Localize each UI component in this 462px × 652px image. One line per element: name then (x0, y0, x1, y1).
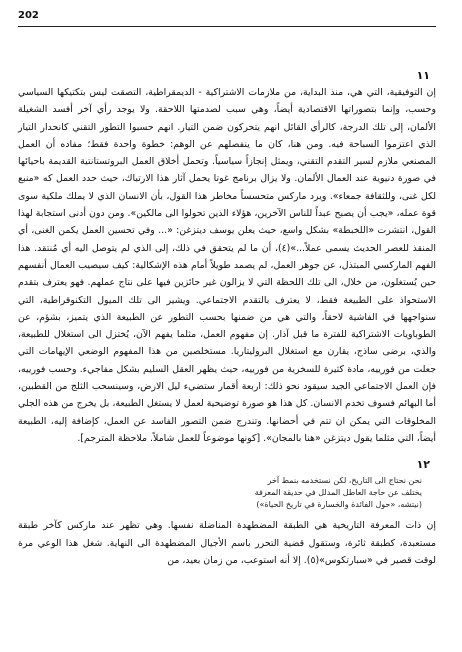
page-content (18, 68, 436, 569)
page-number: 202 (18, 10, 39, 21)
section-11-paragraph: إن التوفيقية، التي هي، منذ البداية، من ملازمات الاشتراكية - الديمقراطية، التصقت ليس بتكتيكها السياسي وحسب، وإنما بتصوراتها الاقتصادية أيضاً، وهي سبب لصدمتها اللاحقة. ولا يوجد رأي آخر أفسد الشغيلة الألمان، إلى تلك الدرجة، كالرأي القائل انهم يتحركون ضمن التيار. انهم حسبوا التطور التقني كانحدار التيار الذي اعتزموا السباحة فيه. ومن هنا، كان ما ينفصلهم عن الوهم: خطوة واحدة فقط؛ مفاده أن العمل المصنعي ملازم لسير التقدم التقني، ويمثل إنجازاً سياسياً. وتحمل أخلاق العمل البروتستانتية القديمة باحيائها في صورة دنيوية عند العمال الألمان. ولا يزال برنامج غوتا يحمل آثار هذا الارتباك، حيث حدد العمل كه «منبع لكل غنى، وللثقافة جمعاء». ويرد ماركس متحسساً مخاطر هذا القول، بأن الانسان الذي لا يملك ملكية سوى قوة عمله، «يجب أن يصبح عبداً للناس الآخرين، هؤلاء الذين تحولوا الى مالكين». ومن دون أدنى استجابة لهذا القول، انتشرت «اللخبطة» بشكل واسع، حيث يعلن يوسف ديتزغن: «... وفي تحسين العمل يكمن الغنى، أي المنقذ للعصر الحديث يسمى عملاً...»(٤)، أن ما لم يتحقق في ذلك، إلى الذي لم يتوصل اليه أي مُنتقد. هذا الفهم الماركسي المبتذل، عن جوهر العمل، لم يصمد طويلاً أمام هذه الإشكالية: كيف سيصيب العمال أنفسهم حين يُستغلون، من خلال، الى تلك اللحظة التي لا يزالون غير حائزين فيها على نتاج عملهم. فهو يعترف بتقدم الاستحواذ على الطبيعة فقط، لا يعترف بالتقدم الاجتماعي. ويشير الى تلك الميول التكنوقراطية، التي سنواجهها في الفاشية لاحقاً، والتي هي من ضمنها بحسب التطور عن الطبيعة الذي يتميز، بشؤم، عن الطوباويات الاشتراكية للفترة ما قبل آذار. إن مفهوم العمل، مثلما يفهم الآن، يُختزل الى استغلال للطبيعة، والذي، برضى ساذج، يقارن مع استغلال البروليتاريا. مستخلصين من هذا المفهوم الوضعي الإيهامات التي جعلت من فورييه، مادة كثيرة للسخرية من فورييه، حيث يظهر العقل السليم بشكل مفاجيء. وحسب فورييه، فإن العمل الاجتماعي الجيد سيقود نحو ذلك: اربعة أقمار ستضيء ليل الارض، وسينسحب الثلج من القطبين، أما البهائم فسوف تخدم الانسان. كل هذا هو صورة توضيحية لعمل لا يستغل الطبيعة، بل يخرج من هذه الجلي المخلوقات التي يمكن ان تتم في أحضانها. وتندرج ضمن التصور الفاسد عن العمل، كإضافة إليه، الطبيعة أيضاً، التي مثلما يقول ديتزغن «هنا بالمجان». [كونها موضوعاً للعمل شاملاً. ملاحظة المترجم]. (18, 87, 436, 444)
epigraph-line: نحن نحتاج الى التاريخ، لكن نستخدمه بنمط آخر (267, 476, 422, 486)
epigraph (18, 475, 422, 511)
section-number-12: ١٢ (416, 458, 430, 472)
section-12-paragraph: إن ذات المعرفة التاريخية هي الطبقة المضطهدة المناضلة نفسها. وهي تظهر عند ماركس كآخر طبقة مستعبدة، كطبقة ثائرة، وستقول قضية التحرر باسم الأجيال المضطهدة الى النهاية. شغل هذا الوعي مرة لوقت قصير في «سبارتكوس»(٥). إلا أنه استوعب، من زمان بعيد، من (18, 520, 436, 566)
section-number-11: ١١ (416, 69, 430, 82)
header-rule (18, 26, 436, 27)
epigraph-source: (نيتشه، «حول الفائدة والخسارة في تاريخ الحياة») (256, 500, 422, 510)
epigraph-line: يختلف عن حاجة العاطل المدلل في حديقة المعرفة (254, 488, 422, 498)
